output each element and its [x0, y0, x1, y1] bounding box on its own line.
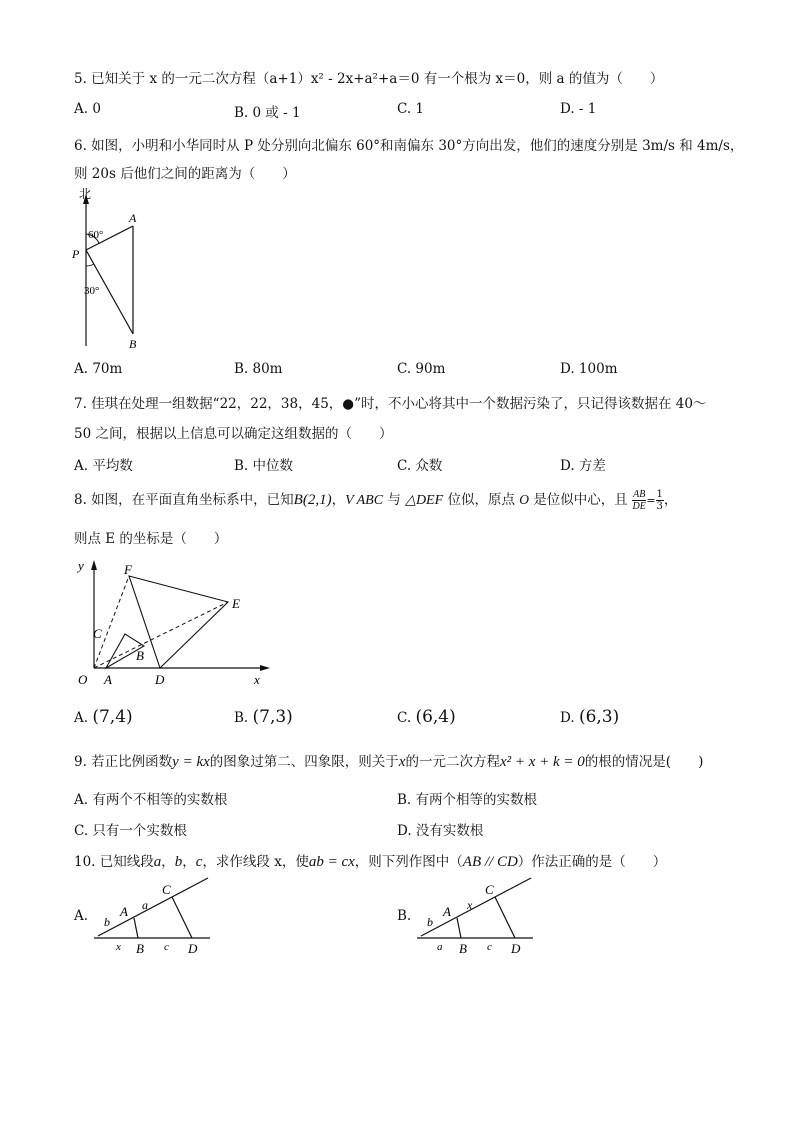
- q8-origin: O: [519, 492, 529, 507]
- q6-label-60: 60°: [88, 229, 104, 241]
- q8-option-c-value: (6,4): [415, 707, 456, 727]
- q10-stem: [74, 850, 666, 871]
- q9-equation: x² + x + k = 0: [499, 754, 585, 770]
- q8-option-b-value: (7,3): [252, 707, 293, 727]
- q9-option-d: D. 没有实数根: [397, 823, 484, 839]
- q10a-seg-a: a: [142, 898, 148, 912]
- q10-equation: ab = cx: [308, 854, 355, 870]
- q8-label-o: O: [78, 672, 88, 687]
- q6-label-30: 30°: [84, 285, 100, 297]
- q6-option-d: D. 100m: [560, 361, 618, 377]
- q10-stem-a: 10. 已知线段: [74, 854, 154, 870]
- q10b-label-a: A: [443, 904, 451, 919]
- q6-stem-line2: 则 20s 后他们之间的距离为（ ）: [74, 166, 296, 182]
- q7-option-d: D. 方差: [560, 458, 606, 474]
- q10-option-b: B.: [397, 908, 412, 924]
- q8-stem-b: ，: [331, 492, 346, 508]
- q10-var-b: b: [174, 854, 183, 870]
- q5-option-b: B. 0 或 - 1: [234, 105, 301, 121]
- q9-stem: [74, 750, 703, 771]
- q5-option-a: A. 0: [74, 101, 101, 117]
- q10-figure-a: [92, 874, 216, 960]
- q10a-label-c: C: [162, 882, 171, 897]
- q9-option-c: C. 只有一个实数根: [74, 823, 187, 839]
- q8-option-c: C. (6,4): [397, 707, 456, 727]
- q10b-seg-c: c: [487, 941, 492, 953]
- q7-stem-line2: 50 之间，根据以上信息可以确定这组数据的（ ）: [74, 426, 393, 442]
- q7-option-a: A. 平均数: [74, 458, 133, 474]
- q8-option-b: B. (7,3): [234, 707, 293, 727]
- q8-label-d: D: [155, 672, 165, 687]
- q6-label-north: 北: [79, 187, 92, 201]
- q8-figure: [70, 556, 280, 690]
- q10b-seg-a: a: [437, 941, 443, 953]
- q6-label-a: A: [129, 211, 137, 225]
- q6-option-a: A. 70m: [74, 361, 123, 377]
- q10a-label-a: A: [120, 904, 128, 919]
- q10a-seg-c: c: [164, 941, 169, 953]
- q10-sep2: ，: [182, 854, 196, 870]
- q10-stem-b: ，求作线段 x，使: [202, 854, 309, 870]
- q8-stem-e: 是位似中心，且: [529, 492, 628, 508]
- q6-stem-line1: 6. 如图，小明和小华同时从 P 处分别向北偏东 60°和南偏东 30°方向出发，他们的速度分别是 3m/s 和 4m/s，: [74, 138, 744, 154]
- q10b-label-c: C: [485, 882, 494, 897]
- q8-point-b: B(2,1): [293, 492, 332, 508]
- q10-figure-b: [415, 874, 539, 960]
- q8-stem-f: ，: [663, 492, 678, 508]
- q8-option-d-value: (6,3): [578, 707, 620, 727]
- q5-stem: 5. 已知关于 x 的一元二次方程（a+1）x² - 2x+a²+a＝0 有一个根为 x＝0，则 a 的值为（ ）: [74, 71, 664, 87]
- q8-stem-d: 位似，原点: [443, 492, 520, 508]
- q10-sep1: ，: [161, 854, 175, 870]
- q10-var-c: c: [195, 854, 203, 870]
- q10a-label-d: D: [188, 941, 198, 956]
- q10-option-a: A.: [74, 908, 89, 924]
- q6-label-p: P: [72, 247, 80, 261]
- q8-label-a: A: [104, 672, 112, 687]
- q5-option-c: C. 1: [397, 101, 425, 117]
- q7-stem-line1: 7. 佳琪在处理一组数据“22，22，38，45，●”时，不小心将其中一个数据污染了，只记得该数据在 40～: [74, 396, 707, 412]
- q8-option-d: D. (6,3): [560, 707, 620, 727]
- q10b-seg-b: b: [427, 915, 433, 929]
- q8-stem-line2: 则点 E 的坐标是（ ）: [74, 531, 228, 547]
- q8-stem-a: 8. 如图，在平面直角坐标系中，已知: [74, 492, 294, 508]
- q8-label-b: B: [136, 648, 144, 663]
- q6-option-b: B. 80m: [234, 361, 283, 377]
- q8-fraction-ab-de: $\frac{AB}{DE}$: [632, 489, 646, 512]
- q8-option-a-value: (7,4): [92, 707, 133, 727]
- q8-fraction-ratio: $\frac{1}{3}$: [656, 489, 663, 512]
- q9-stem-b: 的图象过第二、四象限，则关于: [209, 754, 399, 770]
- q9-function: y = kx: [172, 754, 210, 770]
- q9-stem-d: 的根的情况是( ): [584, 754, 704, 770]
- q9-option-b: B. 有两个相等的实数根: [397, 792, 538, 808]
- q10a-seg-b: b: [104, 915, 110, 929]
- q9-var: x: [398, 754, 406, 770]
- q7-option-c: C. 众数: [397, 458, 443, 474]
- q8-label-y: y: [78, 558, 84, 573]
- q8-option-a: A. (7,4): [74, 707, 133, 727]
- q9-stem-a: 9. 若正比例函数: [74, 754, 173, 770]
- q10a-label-b: B: [136, 941, 144, 956]
- q10-parallel: AB // CD: [462, 854, 518, 870]
- q8-label-c: C: [93, 626, 102, 641]
- q8-label-e: E: [232, 596, 240, 611]
- q8-label-f: F: [124, 562, 132, 577]
- q9-option-a: A. 有两个不相等的实数根: [74, 792, 228, 808]
- q6-label-b: B: [129, 337, 137, 351]
- q8-stem-c: 与: [383, 492, 406, 508]
- q7-option-b: B. 中位数: [234, 458, 294, 474]
- q10b-label-d: D: [511, 941, 521, 956]
- q8-tri-def: △DEF: [405, 493, 444, 508]
- q6-option-c: C. 90m: [397, 361, 446, 377]
- q8-frac-eq: =: [646, 494, 656, 507]
- q10b-label-b: B: [459, 941, 467, 956]
- q10a-seg-x: x: [116, 941, 121, 953]
- q10-var-a: a: [153, 854, 162, 870]
- q8-tri-abc: V ABC: [345, 493, 384, 508]
- q8-label-x: x: [254, 672, 260, 687]
- q9-stem-c: 的一元二次方程: [405, 754, 500, 770]
- q8-stem-line1: [74, 488, 677, 512]
- q10b-seg-x: x: [467, 898, 473, 912]
- q10-stem-d: ）作法正确的是（ ）: [517, 854, 667, 870]
- q5-option-d: D. - 1: [560, 101, 597, 117]
- q10-stem-c: ，则下列作图中（: [354, 854, 463, 870]
- q6-figure: [66, 186, 156, 354]
